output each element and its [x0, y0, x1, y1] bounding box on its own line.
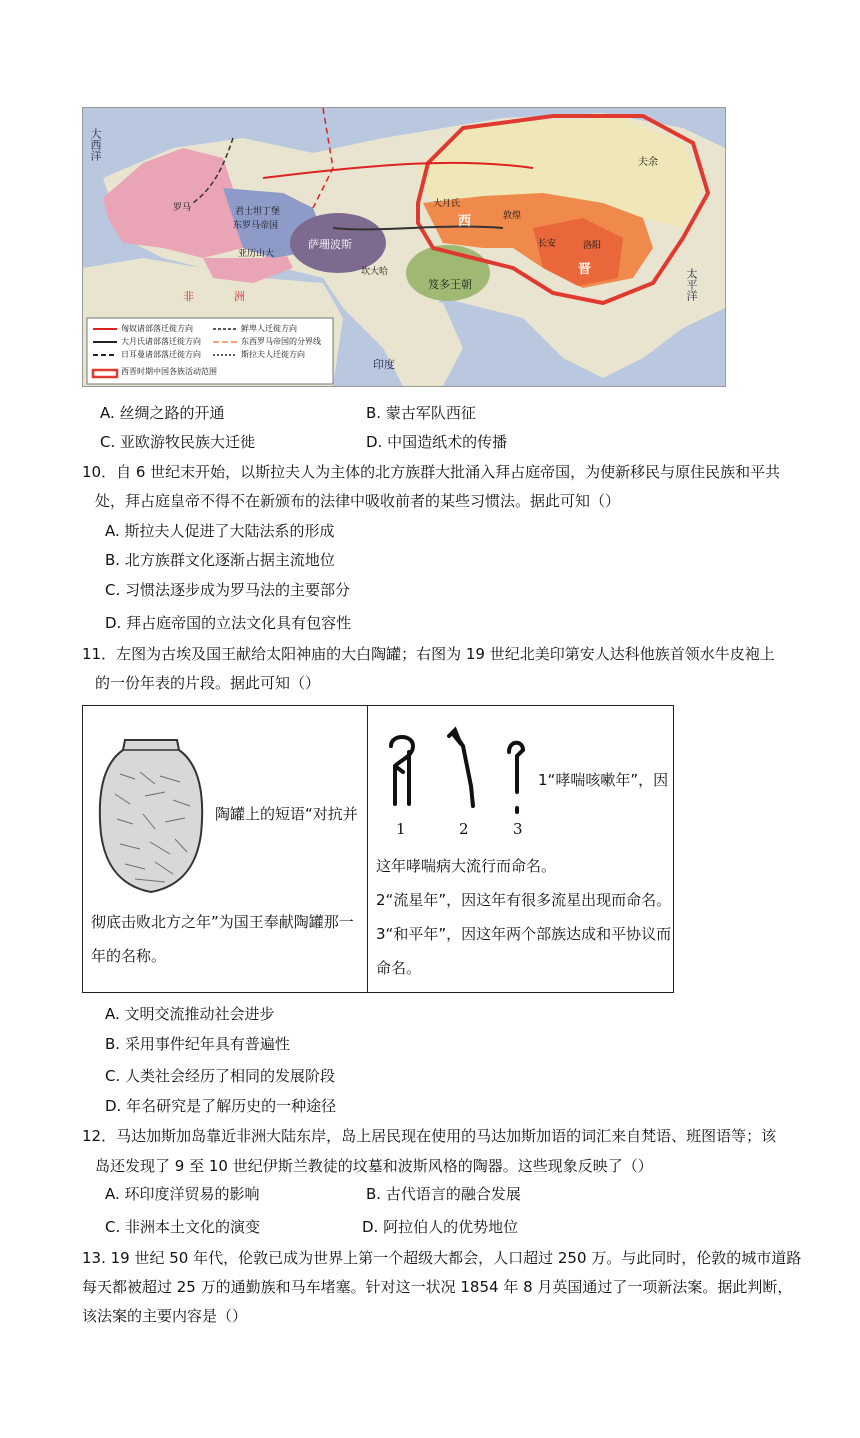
year-note-3a: 3“和平年”，因这年两个部族达成和平协议而: [376, 925, 672, 943]
legend-7: 西晋时期中国各族活动范围: [121, 367, 217, 376]
q11-stem-line2: 的一份年表的片段。据此可知（）: [95, 674, 321, 692]
q11-option-b: B. 采用事件纪年具有普遍性: [105, 1035, 290, 1053]
map-label-kandahar: 坎大哈: [361, 267, 389, 277]
year-note-1a: 1“哮喘咳嗽年”，因: [538, 771, 669, 789]
jar-image: [95, 734, 207, 896]
q13-stem-line1: 13. 19 世纪 50 年代，伦敦已成为世界上第一个超级大都会，人口超过 250 万。与此同时，伦敦的城市道路: [82, 1249, 802, 1267]
q11-option-d: D. 年名研究是了解历史的一种途径: [105, 1097, 337, 1115]
migration-map: [82, 107, 726, 387]
q9-option-d: D. 中国造纸术的传播: [366, 433, 508, 451]
q9-option-b: B. 蒙古军队西征: [366, 404, 476, 422]
pictograph-num-2: 2: [459, 820, 469, 838]
legend-1: 匈奴诸部落迁徙方向: [121, 324, 193, 333]
year-note-1b: 这年哮喘病大流行而命名。: [376, 857, 557, 875]
map-label-luoyang: 洛阳: [583, 241, 602, 251]
legend-3: 日耳曼诸部落迁徙方向: [121, 350, 201, 359]
q10-stem-line2: 处，拜占庭皇帝不得不在新颁布的法律中吸收前者的某些习惯法。据此可知（）: [95, 492, 621, 510]
legend-2: 大月氏诸部落迁徙方向: [121, 337, 201, 346]
q9-option-c: C. 亚欧游牧民族大迁徙: [100, 433, 256, 451]
q12-option-a: A. 环印度洋贸易的影响: [105, 1185, 260, 1203]
map-label-gupta: 笈多王朝: [428, 278, 472, 291]
q13-stem-line2: 每天都被超过 25 万的通勤族和马车堵塞。针对这一状况 1854 年 8 月英国通过了一项新法案。据此判断，: [82, 1278, 793, 1296]
jar-caption-line3: 年的名称。: [91, 947, 167, 965]
map-label-jin: 晋: [578, 262, 592, 277]
map-label-changan: 长安: [538, 239, 557, 249]
q12-option-b: B. 古代语言的融合发展: [366, 1185, 521, 1203]
q12-option-c: C. 非洲本土文化的演变: [105, 1218, 261, 1236]
map-label-constantinople: 君士坦丁堡: [235, 207, 281, 217]
q10-option-a: A. 斯拉夫人促进了大陆法系的形成: [105, 522, 335, 540]
map-label-pacific: 太平洋: [685, 268, 698, 301]
pictograph-num-1: 1: [396, 820, 406, 838]
pictograph-figures: [379, 726, 549, 838]
map-label-byzantine: 东罗马帝国: [233, 221, 279, 231]
q12-option-d: D. 阿拉伯人的优势地位: [362, 1218, 519, 1236]
q11-figure-table: [82, 705, 674, 993]
map-label-dunhuang: 敦煌: [503, 211, 522, 221]
q10-option-b: B. 北方族群文化逐渐占据主流地位: [105, 551, 335, 569]
map-label-indian: 印度: [373, 358, 395, 371]
q11-option-c: C. 人类社会经历了相同的发展阶段: [105, 1067, 336, 1085]
map-label-rome: 罗马: [173, 203, 192, 213]
map-label-fuyu: 夫余: [638, 157, 658, 168]
year-note-2: 2“流星年”，因这年有很多流星出现而命名。: [376, 891, 672, 909]
pictograph-num-3: 3: [513, 820, 523, 838]
jar-caption-line2: 彻底击败北方之年”为国王奉献陶罐那一: [91, 913, 354, 931]
map-label-sasanian: 萨珊波斯: [308, 238, 352, 251]
jar-caption-line1: 陶罐上的短语“对抗并: [215, 805, 358, 823]
legend-5: 东西罗马帝国的分界线: [241, 337, 321, 346]
q10-option-c: C. 习惯法逐步成为罗马法的主要部分: [105, 581, 351, 599]
map-label-atlantic: 大西洋: [89, 128, 102, 161]
map-label-alexandria: 亚历山大: [238, 249, 275, 259]
year-note-3b: 命名。: [376, 959, 422, 977]
map-label-xi: 西: [458, 214, 472, 229]
map-label-yuezhi: 大月氏: [433, 199, 461, 209]
q10-stem-line1: 10．自 6 世纪末开始，以斯拉夫人为主体的北方族群大批涌入拜占庭帝国，为使新移民与原住民族和平共: [82, 463, 781, 481]
q11-option-a: A. 文明交流推动社会进步: [105, 1005, 275, 1023]
map-label-africa: 非洲: [183, 290, 285, 303]
legend-6: 斯拉夫人迁徙方向: [241, 350, 305, 359]
table-divider: [367, 706, 368, 992]
q13-stem-line3: 该法案的主要内容是（）: [82, 1307, 248, 1325]
q12-stem-line1: 12．马达加斯加岛靠近非洲大陆东岸，岛上居民现在使用的马达加斯加语的词汇来自梵语、班图语等；该: [82, 1127, 777, 1145]
q11-stem-line1: 11．左图为古埃及国王献给太阳神庙的大白陶罐；右图为 19 世纪北美印第安人达科他族首领水牛皮袍上: [82, 645, 775, 663]
q10-option-d: D. 拜占庭帝国的立法文化具有包容性: [105, 614, 352, 632]
q12-stem-line2: 岛还发现了 9 至 10 世纪伊斯兰教徒的坟墓和波斯风格的陶器。这些现象反映了（）: [95, 1157, 653, 1175]
q9-option-a: A. 丝绸之路的开通: [100, 404, 225, 422]
legend-4: 鲜卑人迁徙方向: [241, 324, 297, 333]
